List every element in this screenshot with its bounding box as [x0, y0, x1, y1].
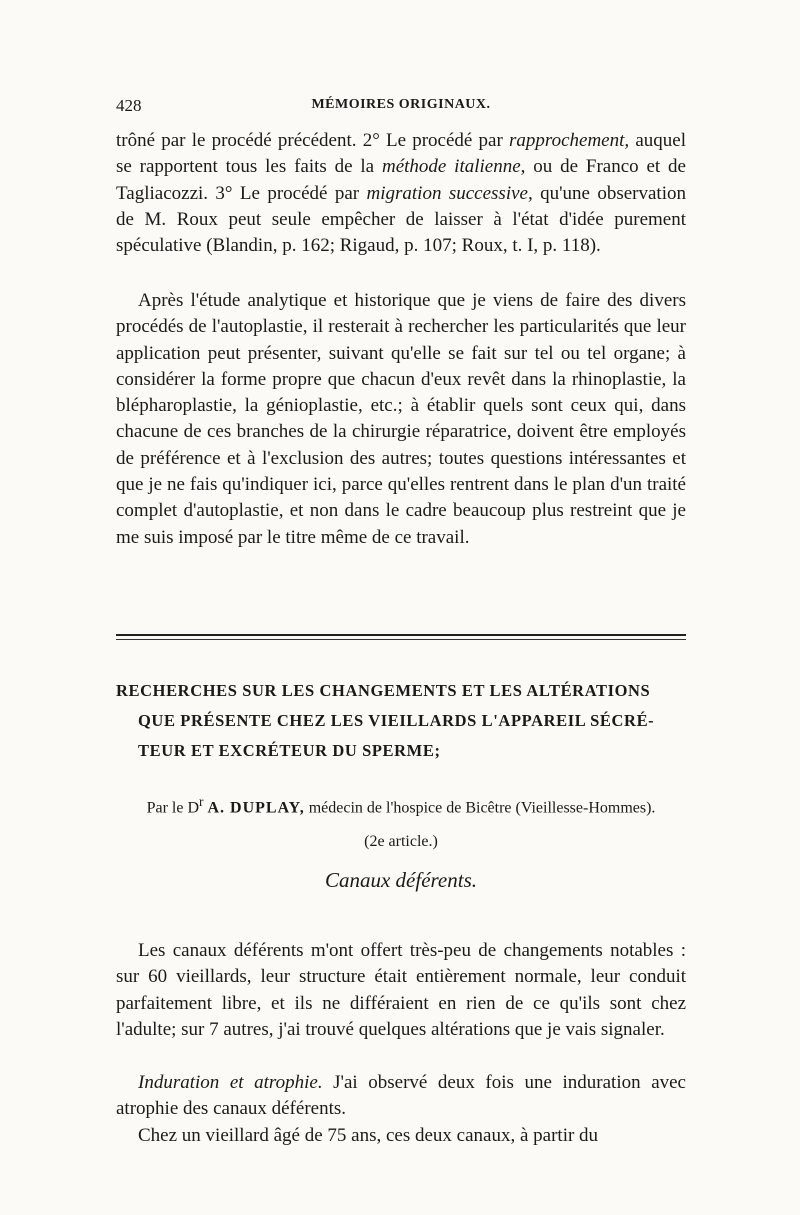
- paragraph-canaux: [116, 938, 686, 1043]
- byline: [116, 794, 686, 817]
- paragraph-apres-etude: [116, 288, 686, 551]
- divider-thick: [116, 634, 686, 636]
- text-run: trôné par le procédé précédent. 2° Le procédé par: [116, 130, 510, 151]
- article-title-line: QUE PRÉSENTE CHEZ LES VIEILLARDS L'APPAREIL SÉCRÉ-: [138, 711, 655, 730]
- byline-prefix: Par le D: [146, 799, 199, 817]
- article-title-line: RECHERCHES SUR LES CHANGEMENTS ET LES ALTÉRATIONS: [116, 681, 651, 700]
- italic-term: migration successive,: [366, 182, 533, 204]
- paragraph-procedes: [116, 128, 686, 259]
- text-run: qu'une observation de M. Roux peut seule empêcher de laisser à l'état d'idée purement spéculative (Blandin, p. 162; Rigaud, p. 107; Roux, t. I, p. 118).: [116, 182, 686, 257]
- italic-term: méthode italienne,: [381, 156, 526, 178]
- text-run: Après l'étude analytique et historique que je viens de faire des divers procédés de l'autoplastie, il resterait à rechercher les particularités que leur application peut présenter, suivant qu'elle se fait sur tel ou tel organe; à considérer la forme propre que chacun d'eux revêt dans la rhinoplastie, la blépharoplastie, la génioplastie, etc.; à établir quels sont ceux qui, dans chacune de ces branches de la chirurgie réparatrice, doivent être employés de préférence et à l'exclusion des autres; toutes questions intéressantes et que je ne fais qu'indiquer ici, parce qu'elles rentrent dans le plan d'un traité complet d'autoplastie, et non dans le cadre beaucoup plus restreint que je me suis imposé par le titre même de ce travail.: [116, 290, 686, 548]
- article-title-line: TEUR ET EXCRÉTEUR DU SPERME;: [138, 741, 441, 760]
- byline-suffix: médecin de l'hospice de Bicêtre (Vieillesse-Hommes).: [304, 799, 656, 817]
- text-run: Chez un vieillard âgé de 75 ans, ces deux canaux, à partir du: [138, 1125, 599, 1146]
- text-run: ou de Franco et de Tagliacozzi. 3° Le procédé par: [116, 156, 686, 204]
- running-head: MÉMOIRES ORIGINAUX.: [311, 97, 491, 112]
- paragraph-vieillard: [116, 1123, 686, 1149]
- section-divider: [116, 634, 686, 643]
- section-heading: Canaux déférents.: [324, 868, 478, 892]
- italic-term: Induration et atrophie.: [138, 1072, 323, 1093]
- page-number: 428: [116, 96, 142, 115]
- text-run: Les canaux déférents m'ont offert très-peu de changements notables : sur 60 vieillards, leur structure était entièrement normale, leur conduit parfaitement libre, et ils ne différaient en rien de ce qu'ils sont chez l'adulte; sur 7 autres, j'ai trouvé quelques altérations que je vais signaler.: [116, 940, 686, 1040]
- text-run: auquel se rapportent tous les faits de la: [116, 130, 686, 178]
- text-run: J'ai observé deux fois une induration avec atrophie des canaux déférents.: [116, 1072, 686, 1120]
- italic-term: rapprochement,: [509, 130, 630, 151]
- article-number: (2e article.): [364, 833, 438, 850]
- paragraph-induration: [116, 1070, 686, 1123]
- byline-sup: r: [199, 794, 204, 809]
- author-name: A. DUPLAY,: [207, 799, 305, 817]
- article-title: [116, 676, 686, 766]
- page-header: [116, 96, 686, 120]
- divider-thin: [116, 639, 686, 640]
